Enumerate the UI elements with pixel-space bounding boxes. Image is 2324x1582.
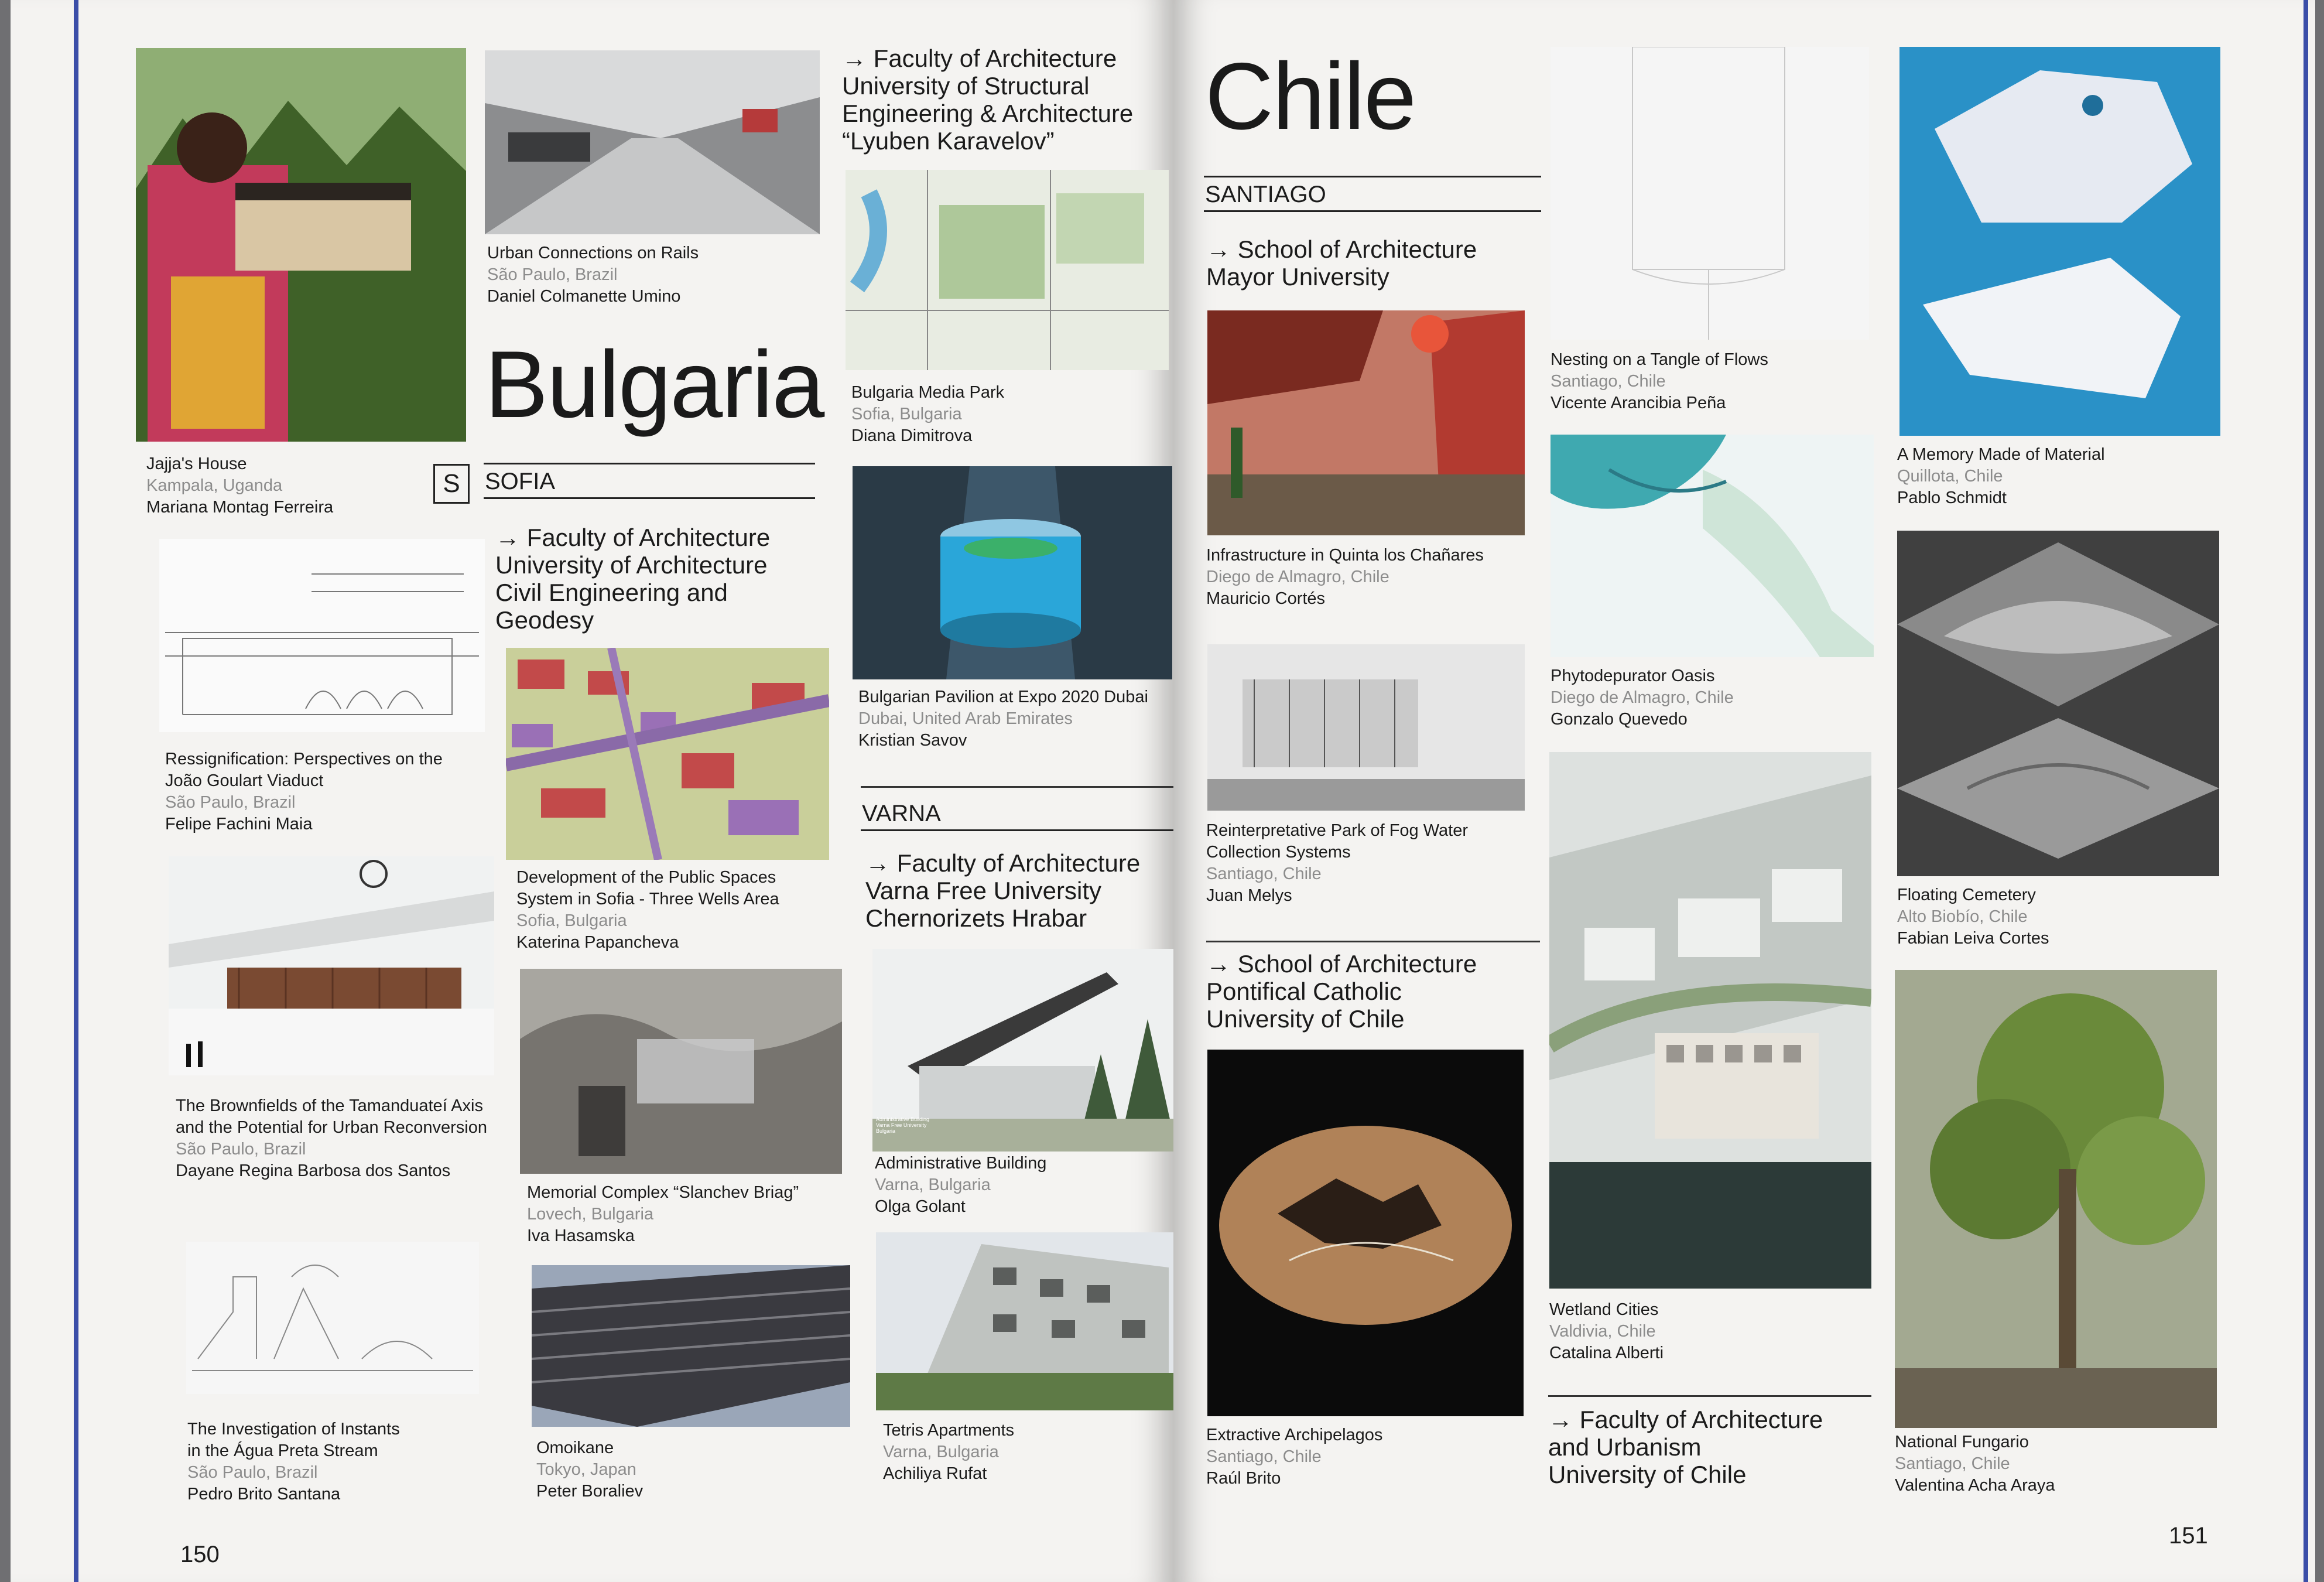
city-heading-varna: VARNA bbox=[861, 797, 1173, 831]
city-heading-sofia: SOFIA bbox=[484, 463, 815, 499]
project-author: Olga Golant bbox=[875, 1197, 966, 1216]
project-location: Kampala, Uganda bbox=[146, 476, 283, 495]
project-title: The Brownfields of the Tamanduateí Axis and the Potential for Urban Reconversion bbox=[176, 1096, 487, 1137]
project-author: Daniel Colmanette Umino bbox=[487, 287, 681, 306]
media-park-image bbox=[846, 170, 1169, 370]
caption-national-fungario bbox=[1895, 1431, 2199, 1496]
page-number: 151 bbox=[2169, 1523, 2208, 1549]
phytodepurator-map bbox=[1551, 435, 1874, 657]
project-title: Floating Cemetery bbox=[1897, 886, 2036, 904]
school-heading: → School of Architecture Pontifical Catholic University of Chile bbox=[1206, 950, 1477, 1033]
project-location: São Paulo, Brazil bbox=[487, 265, 618, 284]
project-location: São Paulo, Brazil bbox=[187, 1463, 318, 1482]
project-author: Iva Hasamska bbox=[527, 1226, 635, 1245]
school-heading: → Faculty of Architecture University of Structural Engineering & Architecture “Lyuben Karavelov” bbox=[842, 45, 1134, 155]
project-author: Kristian Savov bbox=[858, 731, 967, 750]
project-location: Diego de Almagro, Chile bbox=[1551, 688, 1734, 707]
caption-omoikane bbox=[536, 1437, 806, 1502]
section-rule bbox=[1206, 941, 1540, 942]
project-author: Diana Dimitrova bbox=[851, 426, 973, 445]
project-author: Fabian Leiva Cortes bbox=[1897, 929, 2049, 948]
project-location: São Paulo, Brazil bbox=[165, 793, 296, 812]
project-title: Omoikane bbox=[536, 1439, 614, 1457]
project-location: Dubai, United Arab Emirates bbox=[858, 709, 1073, 728]
urban-rails-image bbox=[485, 50, 820, 234]
project-location: Diego de Almagro, Chile bbox=[1206, 568, 1389, 586]
brownfields-image bbox=[169, 856, 494, 1075]
national-fungario-image bbox=[1895, 970, 2217, 1428]
caption-viaduct bbox=[165, 749, 481, 835]
project-title: Jajja's House bbox=[146, 455, 247, 473]
caption-jajjas-house bbox=[146, 453, 392, 518]
country-heading-chile: Chile bbox=[1205, 43, 1416, 149]
expo-pavilion-image bbox=[853, 466, 1172, 679]
page-number: 150 bbox=[180, 1542, 220, 1567]
project-author: Katerina Papancheva bbox=[516, 933, 679, 952]
project-title: Nesting on a Tangle of Flows bbox=[1551, 350, 1768, 369]
image-inset-label: Administrative Building Varna Free University Bulgaria bbox=[876, 1116, 930, 1134]
project-title: Memorial Complex “Slanchev Briag” bbox=[527, 1183, 799, 1202]
quinta-chanares-image bbox=[1207, 310, 1525, 535]
caption-memory-material bbox=[1897, 444, 2202, 509]
caption-floating-cemetery bbox=[1897, 884, 2202, 949]
section-rule bbox=[1548, 1395, 1871, 1397]
project-author: Pedro Brito Santana bbox=[187, 1485, 341, 1504]
caption-quinta bbox=[1206, 545, 1534, 610]
caption-brownfields bbox=[176, 1095, 504, 1182]
project-author: Peter Boraliev bbox=[536, 1482, 644, 1501]
project-author: Dayane Regina Barbosa dos Santos bbox=[176, 1161, 451, 1180]
project-location: Sofia, Bulgaria bbox=[516, 911, 627, 930]
project-author: Pablo Schmidt bbox=[1897, 488, 2007, 507]
project-title: Bulgarian Pavilion at Expo 2020 Dubai bbox=[858, 688, 1148, 706]
extractive-archipelagos-image bbox=[1207, 1050, 1524, 1416]
caption-phytodepurator bbox=[1551, 665, 1855, 730]
project-title: A Memory Made of Material bbox=[1897, 445, 2105, 464]
caption-sofia-plan bbox=[516, 867, 821, 954]
caption-wetland bbox=[1549, 1299, 1854, 1364]
left-page bbox=[11, 0, 1173, 1582]
project-author: Achiliya Rufat bbox=[883, 1464, 987, 1483]
project-location: Quillota, Chile bbox=[1897, 467, 2003, 486]
project-location: Santiago, Chile bbox=[1206, 865, 1322, 883]
project-title: Extractive Archipelagos bbox=[1206, 1426, 1383, 1444]
project-location: Varna, Bulgaria bbox=[883, 1443, 999, 1461]
right-page bbox=[1173, 0, 2315, 1582]
agua-preta-sketch bbox=[186, 1242, 479, 1394]
project-location: Sofia, Bulgaria bbox=[851, 405, 962, 423]
project-location: Santiago, Chile bbox=[1895, 1454, 2010, 1473]
tangle-of-flows-image bbox=[1551, 47, 1869, 340]
caption-tetris bbox=[883, 1420, 1173, 1485]
floating-cemetery-image bbox=[1897, 531, 2219, 876]
viaduct-drawing bbox=[159, 539, 485, 732]
country-heading-bulgaria: Bulgaria bbox=[485, 332, 824, 438]
project-author: Vicente Arancibia Peña bbox=[1551, 394, 1726, 412]
project-location: Varna, Bulgaria bbox=[875, 1176, 991, 1194]
project-author: Mauricio Cortés bbox=[1206, 589, 1326, 608]
wetland-cities-image bbox=[1549, 752, 1871, 1289]
city-heading-santiago: SANTIAGO bbox=[1204, 176, 1541, 212]
section-rule bbox=[861, 786, 1173, 788]
page-edge-line bbox=[2304, 0, 2308, 1582]
project-title: Bulgaria Media Park bbox=[851, 383, 1005, 402]
caption-expo-pavilion bbox=[858, 686, 1173, 751]
school-heading: → Faculty of Architecture University of Architecture Civil Engineering and Geodesy bbox=[495, 524, 771, 634]
project-location: Alto Biobío, Chile bbox=[1897, 907, 2028, 926]
project-author: Gonzalo Quevedo bbox=[1551, 710, 1688, 729]
project-location: Valdivia, Chile bbox=[1549, 1322, 1656, 1341]
project-title: Urban Connections on Rails bbox=[487, 244, 699, 262]
sofia-plan-image bbox=[506, 648, 829, 860]
memorial-complex-image bbox=[520, 969, 842, 1174]
project-title: The Investigation of Instants in the Água Preta Stream bbox=[187, 1420, 400, 1460]
caption-fog-water bbox=[1206, 820, 1534, 907]
section-tab: S bbox=[433, 464, 470, 504]
project-title: Tetris Apartments bbox=[883, 1421, 1015, 1440]
jajjas-house-image bbox=[136, 48, 466, 442]
caption-urban-rails bbox=[487, 242, 792, 307]
project-author: Raúl Brito bbox=[1206, 1469, 1281, 1488]
fog-water-image bbox=[1207, 644, 1525, 811]
page-edge-line bbox=[74, 0, 78, 1582]
project-author: Catalina Alberti bbox=[1549, 1344, 1664, 1362]
project-location: São Paulo, Brazil bbox=[176, 1140, 306, 1159]
project-author: Mariana Montag Ferreira bbox=[146, 498, 334, 517]
project-title: Administrative Building bbox=[875, 1154, 1047, 1173]
project-location: Lovech, Bulgaria bbox=[527, 1205, 654, 1224]
omoikane-image bbox=[532, 1265, 850, 1427]
project-author: Valentina Acha Araya bbox=[1895, 1476, 2055, 1495]
caption-memorial bbox=[527, 1182, 831, 1247]
project-author: Juan Melys bbox=[1206, 886, 1292, 905]
project-title: Wetland Cities bbox=[1549, 1300, 1659, 1319]
school-heading: → Faculty of Architecture Varna Free University Chernorizets Hrabar bbox=[865, 849, 1141, 932]
project-title: National Fungario bbox=[1895, 1433, 2029, 1451]
caption-media-park bbox=[851, 382, 1156, 447]
caption-admin-building bbox=[875, 1153, 1168, 1218]
project-location: Tokyo, Japan bbox=[536, 1460, 636, 1479]
project-title: Phytodepurator Oasis bbox=[1551, 667, 1715, 685]
project-title: Reinterpretative Park of Fog Water Collection Systems bbox=[1206, 821, 1468, 862]
caption-agua-preta bbox=[187, 1419, 468, 1505]
project-title: Ressignification: Perspectives on the João Goulart Viaduct bbox=[165, 750, 443, 790]
caption-tangle bbox=[1551, 349, 1855, 414]
school-heading: → Faculty of Architecture and Urbanism University of Chile bbox=[1548, 1406, 1823, 1488]
school-heading: → School of Architecture Mayor University bbox=[1206, 235, 1477, 291]
caption-extractive bbox=[1206, 1424, 1522, 1489]
project-location: Santiago, Chile bbox=[1551, 372, 1666, 391]
project-title: Infrastructure in Quinta los Chañares bbox=[1206, 546, 1484, 565]
project-location: Santiago, Chile bbox=[1206, 1447, 1322, 1466]
project-author: Felipe Fachini Maia bbox=[165, 815, 313, 833]
project-title: Development of the Public Spaces System in Sofia - Three Wells Area bbox=[516, 868, 779, 908]
tetris-apartments-image bbox=[876, 1232, 1173, 1410]
memory-material-image bbox=[1899, 47, 2220, 436]
